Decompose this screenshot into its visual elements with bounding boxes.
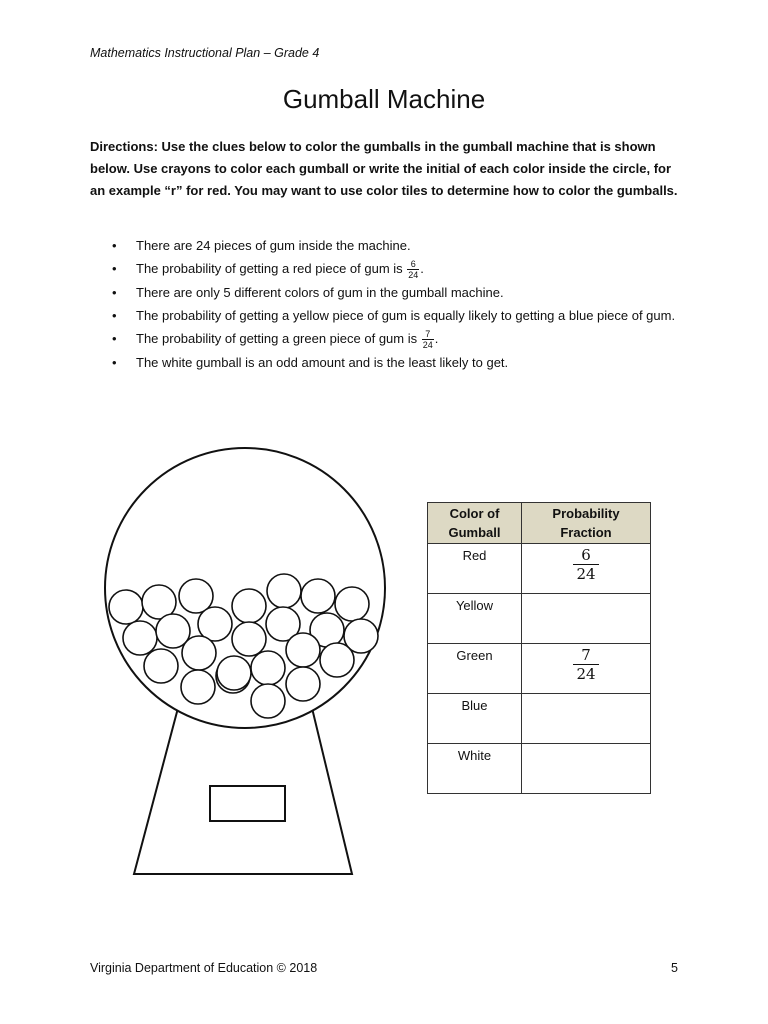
fraction	[573, 646, 598, 683]
gumball-circle[interactable]	[232, 622, 266, 656]
gumball-circle[interactable]	[123, 621, 157, 655]
gumball-circle[interactable]	[267, 574, 301, 608]
color-cell: Yellow	[428, 594, 522, 644]
bullet-icon: •	[112, 261, 117, 276]
gumball-circle[interactable]	[144, 649, 178, 683]
clue-item	[90, 259, 680, 280]
clue-item	[90, 306, 680, 326]
gumball-circle[interactable]	[109, 590, 143, 624]
fraction-denominator: 24	[408, 270, 419, 281]
clue-end: .	[420, 261, 424, 276]
gumball-circle[interactable]	[320, 643, 354, 677]
column-header-probability: Probability Fraction	[522, 503, 651, 544]
bullet-icon: •	[112, 238, 117, 253]
fraction-numerator: 7	[425, 329, 431, 340]
probability-cell	[522, 694, 651, 744]
gumball-circle[interactable]	[251, 651, 285, 685]
gumball-circle[interactable]	[301, 579, 335, 613]
footer-copyright: Virginia Department of Education © 2018	[90, 961, 318, 975]
fraction	[573, 546, 598, 583]
gumball-circle[interactable]	[232, 589, 266, 623]
gumball-circle[interactable]	[286, 667, 320, 701]
clue-list	[90, 236, 680, 376]
bullet-icon: •	[112, 331, 117, 347]
fraction-denominator: 24	[422, 340, 433, 351]
page-number: 5	[671, 961, 678, 975]
clue-end: .	[434, 331, 439, 347]
document-header: Mathematics Instructional Plan – Grade 4	[90, 46, 320, 60]
gumball-circle[interactable]	[182, 636, 216, 670]
clue-text: The probability of getting a red piece of gum is	[136, 261, 403, 276]
column-header-color: Color of Gumball	[428, 503, 522, 544]
clue-text: There are only 5 different colors of gum in the gumball machine.	[136, 285, 504, 301]
table-row	[428, 644, 651, 694]
clue-text: The probability of getting a green piece of gum is	[136, 331, 418, 347]
probability-table	[427, 502, 651, 794]
color-cell: Green	[428, 644, 522, 694]
clue-text: The probability of getting a yellow piece of gum is equally likely to getting a blue piece of gum.	[136, 308, 676, 324]
bullet-icon: •	[112, 285, 117, 301]
fraction-denominator: 24	[573, 564, 598, 583]
gumball-circle[interactable]	[286, 633, 320, 667]
color-cell: Red	[428, 544, 522, 594]
gumball-circle[interactable]	[181, 670, 215, 704]
table-row	[428, 744, 651, 794]
fraction-numerator: 6	[581, 546, 591, 564]
color-cell: White	[428, 744, 522, 794]
bullet-icon: •	[112, 308, 117, 324]
clue-text: There are 24 pieces of gum inside the machine.	[136, 238, 411, 253]
table-row	[428, 694, 651, 744]
probability-cell	[522, 644, 651, 694]
clue-text: The white gumball is an odd amount and is the least likely to get.	[136, 355, 509, 371]
clue-item	[90, 329, 680, 350]
gumball-circle[interactable]	[251, 684, 285, 718]
probability-cell	[522, 744, 651, 794]
table-row	[428, 594, 651, 644]
fraction-numerator: 7	[581, 646, 591, 664]
clue-item	[90, 353, 680, 373]
color-cell: Blue	[428, 694, 522, 744]
bullet-icon: •	[112, 355, 117, 371]
directions-text: Directions: Use the clues below to color the gumballs in the gumball machine that is shown below. Use crayons to color each gumball or write the initial of each color inside the circle, for an example “r” for red. You may want to use color tiles to determine how to color the gumballs.	[90, 139, 678, 198]
fraction-numerator: 6	[410, 259, 416, 270]
gumball-circle[interactable]	[335, 587, 369, 621]
probability-cell	[522, 594, 651, 644]
coin-slot	[210, 786, 285, 821]
probability-cell	[522, 544, 651, 594]
page-title: Gumball Machine	[282, 84, 486, 114]
fraction	[422, 329, 434, 350]
clue-item	[90, 283, 680, 303]
clue-item	[90, 236, 680, 256]
table-row	[428, 544, 651, 594]
fraction-denominator: 24	[573, 664, 598, 683]
table-header-row	[428, 503, 651, 544]
gumball-circle[interactable]	[217, 656, 251, 690]
fraction	[407, 259, 419, 280]
gumball-machine-illustration	[96, 440, 396, 880]
